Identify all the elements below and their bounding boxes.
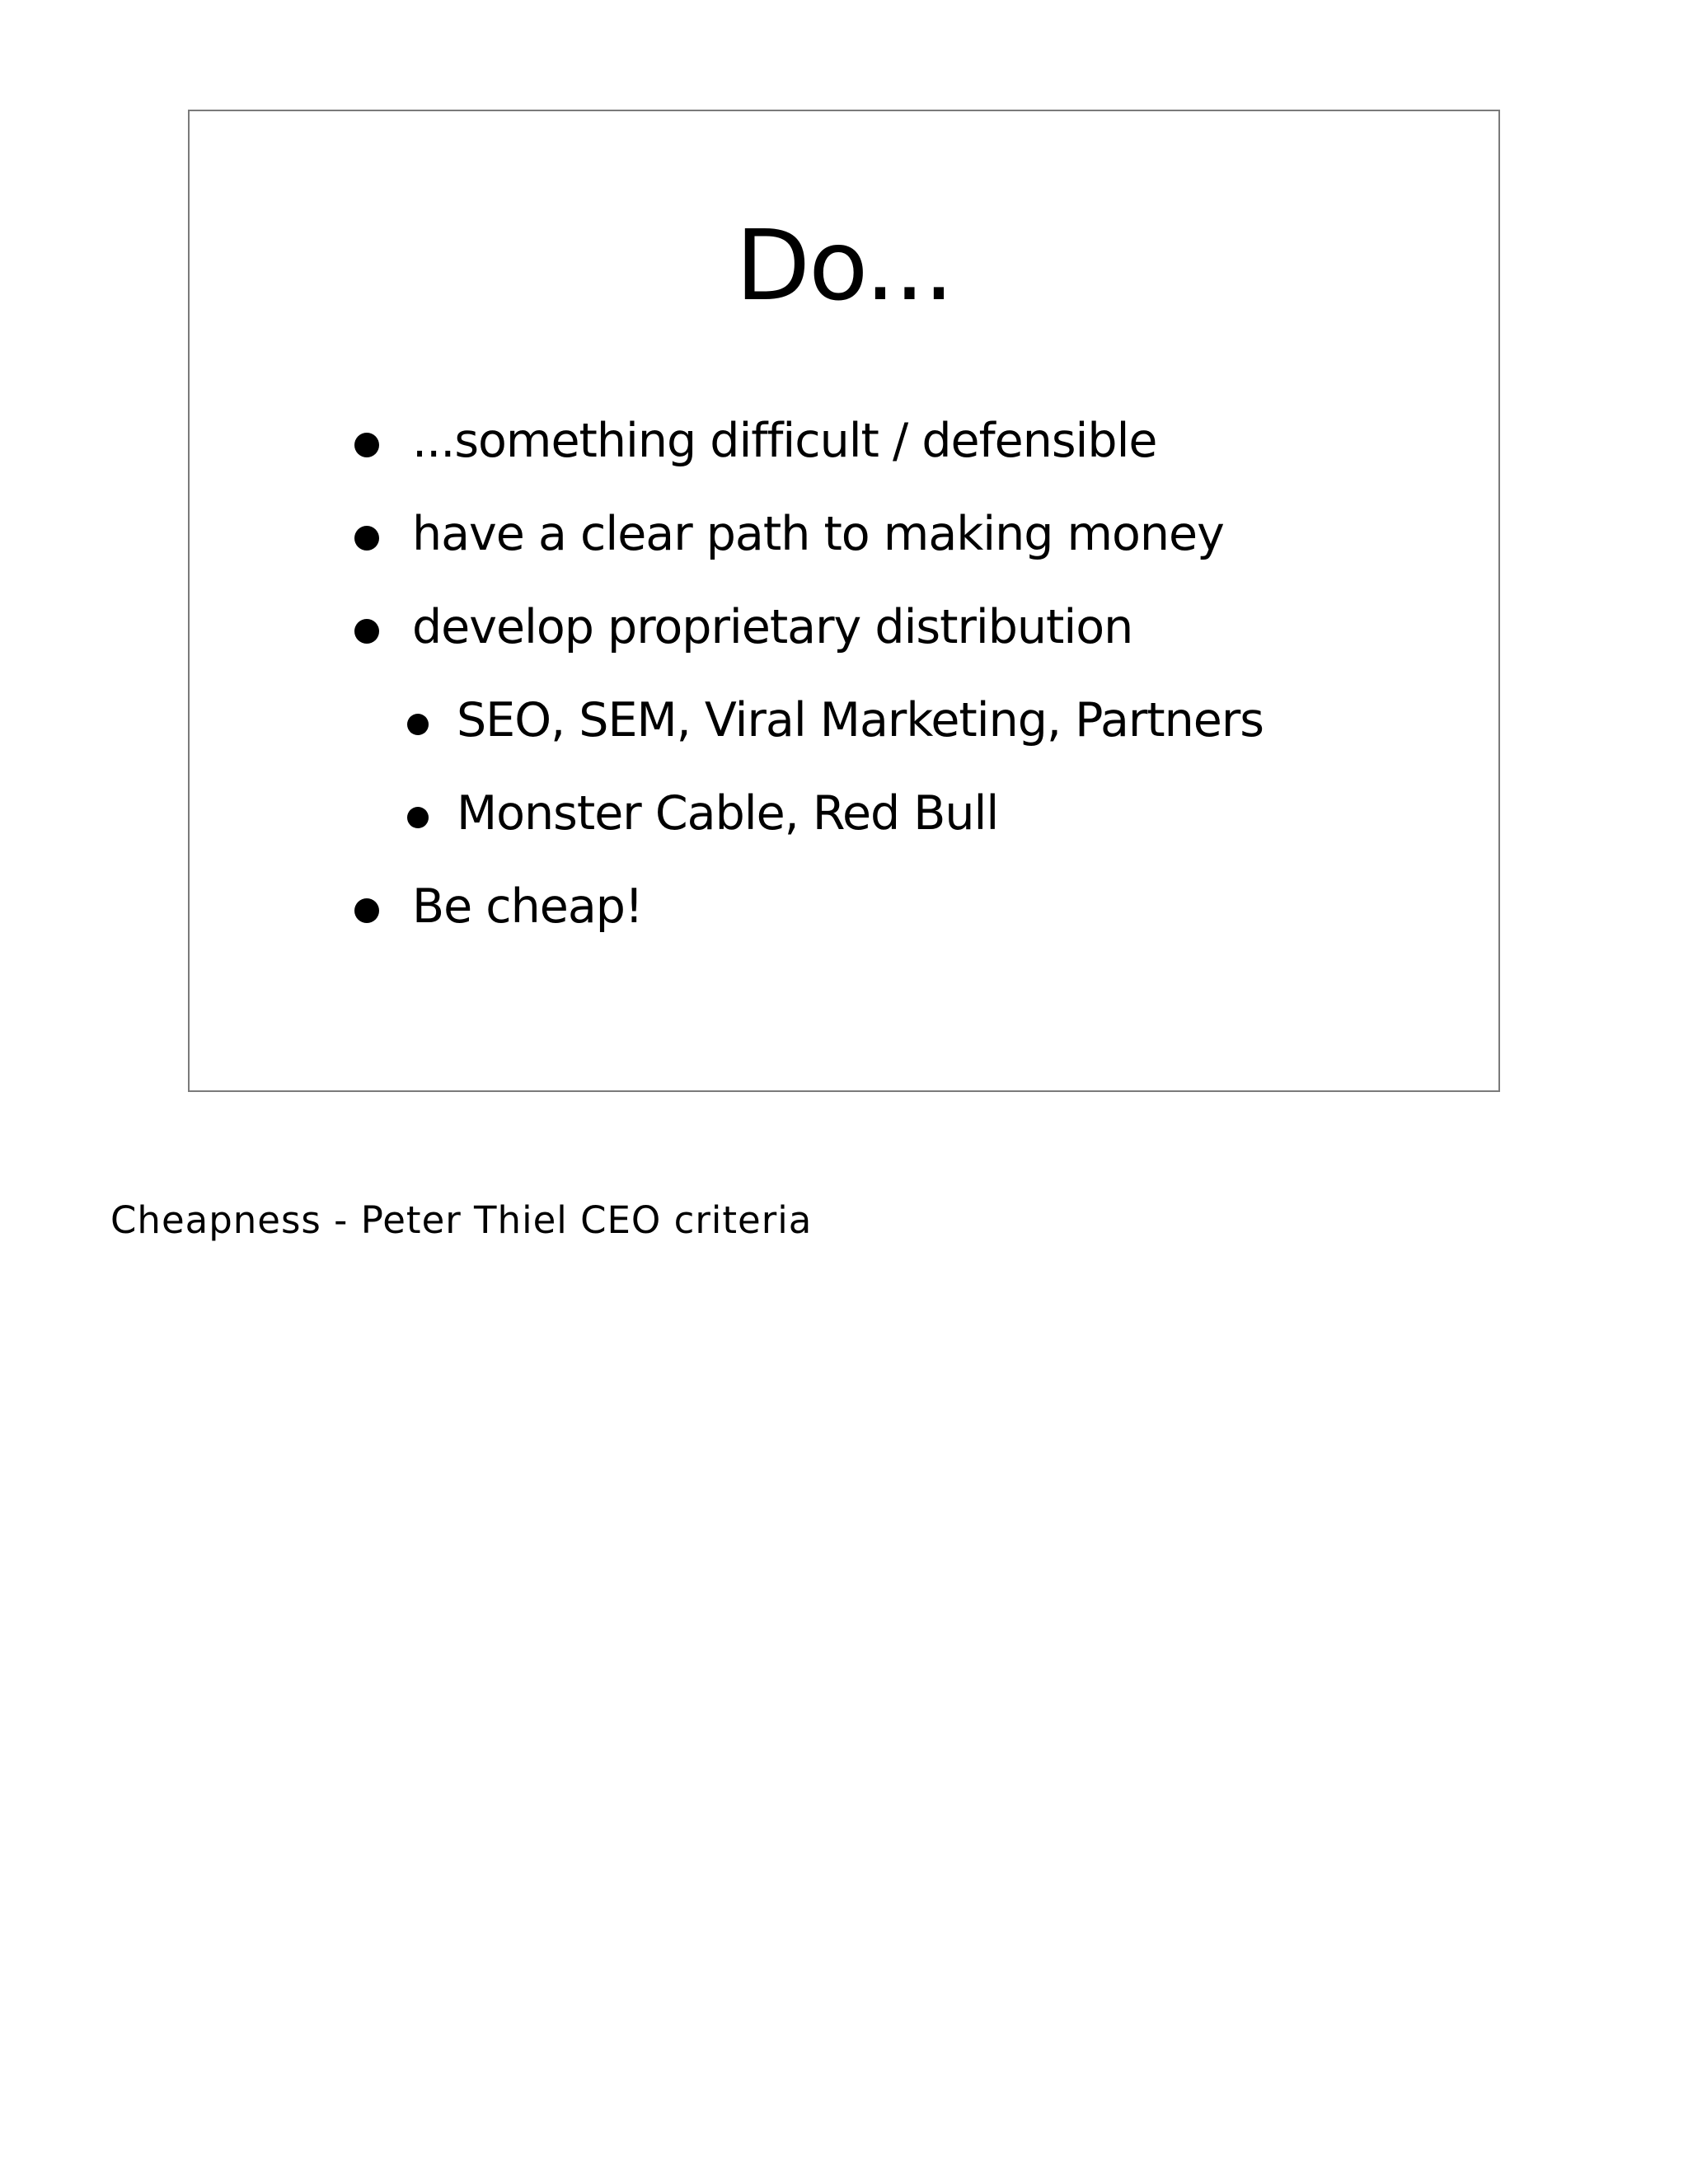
- bullet-text: Be cheap!: [412, 879, 643, 934]
- sub-bullet-item: [457, 786, 999, 841]
- slide-frame: [188, 110, 1500, 1092]
- bullet-item: [412, 507, 1224, 561]
- speaker-notes: Cheapness - Peter Thiel CEO criteria: [110, 1198, 813, 1242]
- bullet-text: develop proprietary distribution: [412, 600, 1133, 654]
- slide-title: Do...: [735, 209, 953, 322]
- sub-bullet-item: [457, 693, 1264, 748]
- bullet-text: SEO, SEM, Viral Marketing, Partners: [457, 693, 1264, 748]
- bullet-text: Monster Cable, Red Bull: [457, 786, 999, 841]
- bullet-dot-icon: [354, 898, 379, 923]
- bullet-dot-icon: [354, 433, 379, 457]
- bullet-text: ...something difficult / defensible: [412, 414, 1157, 468]
- bullet-dot-icon: [354, 619, 379, 644]
- bullet-item: [412, 414, 1157, 468]
- bullet-dot-icon: [354, 526, 379, 551]
- bullet-item: [412, 600, 1133, 654]
- bullet-dot-icon: [407, 714, 429, 735]
- bullet-item: [412, 879, 643, 934]
- bullet-dot-icon: [407, 807, 429, 828]
- bullet-text: have a clear path to making money: [412, 507, 1224, 561]
